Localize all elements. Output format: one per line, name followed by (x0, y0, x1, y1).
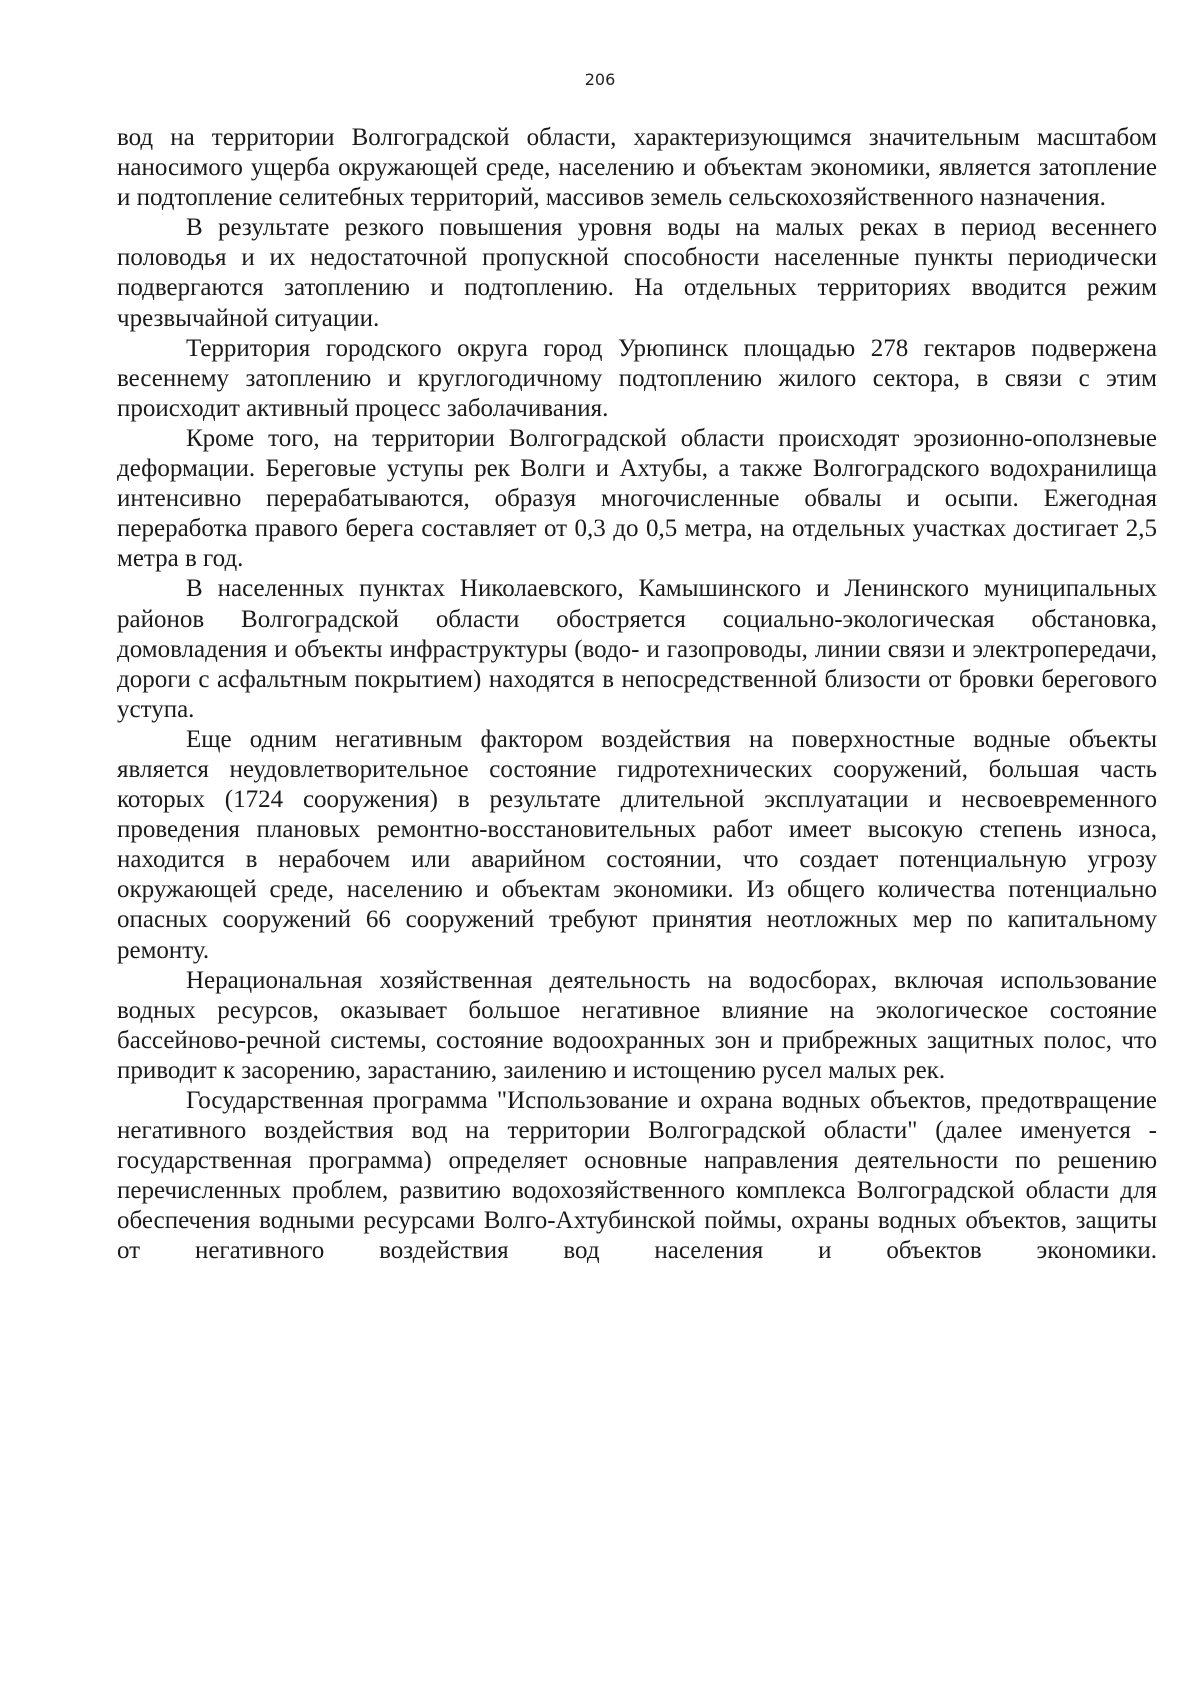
paragraph-2: В результате резкого повышения уровня воды на малых реках в период весеннего половодья и их недостаточной пропускной способности населенные пункты периодически подвергаются затоплению и подтоплению. На отдельных территориях вводится режим чрезвычайной ситуации. (117, 214, 1157, 332)
paragraph-6: Еще одним негативным фактором воздействия на поверхностные водные объекты является неудовлетворительное состояние гидротехнических сооружений, большая часть которых (1724 сооружения) в результате длительной эксплуатации и несвоевременного проведения плановых ремонтно-восстановительных работ имеет высокую степень износа, находится в нерабочем или аварийном состоянии, что создает потенциальную угрозу окружающей среде, населению и объектам экономики. Из общего количества потенциально опасных сооружений 66 сооружений требуют принятия неотложных мер по капитальному ремонту. (117, 725, 1157, 964)
paragraph-8: Государственная программа "Использование и охрана водных объектов, предотвращение негативного воздействия вод на территории Волгоградской области" (далее именуется - государственная программа) определяет основные направления деятельности по решению перечисленных проблем, развитию водохозяйственного комплекса Волгоградской области для обеспечения водными ресурсами Волго-Ахтубинской поймы, охраны водных объектов, защиты от негативного воздействия вод населения и объектов экономики. (117, 1087, 1157, 1265)
page-number: 206 (584, 70, 616, 89)
document-body (117, 123, 1157, 1267)
paragraph-7: Нерациональная хозяйственная деятельность на водосборах, включая использование водных ресурсов, оказывает большое негативное влияние на экологическое состояние бассейново-речной системы, состояние водоохранных зон и прибрежных защитных полос, что приводит к засорению, зарастанию, заилению и истощению русел малых рек. (117, 966, 1157, 1084)
paragraph-5: В населенных пунктах Николаевского, Камышинского и Ленинского муниципальных районов Волгоградской области обостряется социально-экологическая обстановка, домовладения и объекты инфраструктуры (водо- и газопроводы, линии связи и электропередачи, дороги с асфальтным покрытием) находятся в непосредственной близости от бровки берегового уступа. (117, 575, 1157, 723)
paragraph-3: Территория городского округа город Урюпинск площадью 278 гектаров подвержена весеннему затоплению и круглогодичному подтоплению жилого сектора, в связи с этим происходит активный процесс заболачивания. (117, 334, 1157, 422)
paragraph-4: Кроме того, на территории Волгоградской области происходят эрозионно-оползневые деформации. Береговые уступы рек Волги и Ахтубы, а также Волгоградского водохранилища интенсивно перерабатываются, образуя многочисленные обвалы и осыпи. Ежегодная переработка правого берега составляет от 0,3 до 0,5 метра, на отдельных участках достигает 2,5 метра в год. (117, 424, 1157, 573)
paragraph-1: вод на территории Волгоградской области, характеризующимся значительным масштабом наносимого ущерба окружающей среде, населению и объектам экономики, является затопление и подтопление селитебных территорий, массивов земель сельскохозяйственного назначения. (117, 124, 1157, 212)
